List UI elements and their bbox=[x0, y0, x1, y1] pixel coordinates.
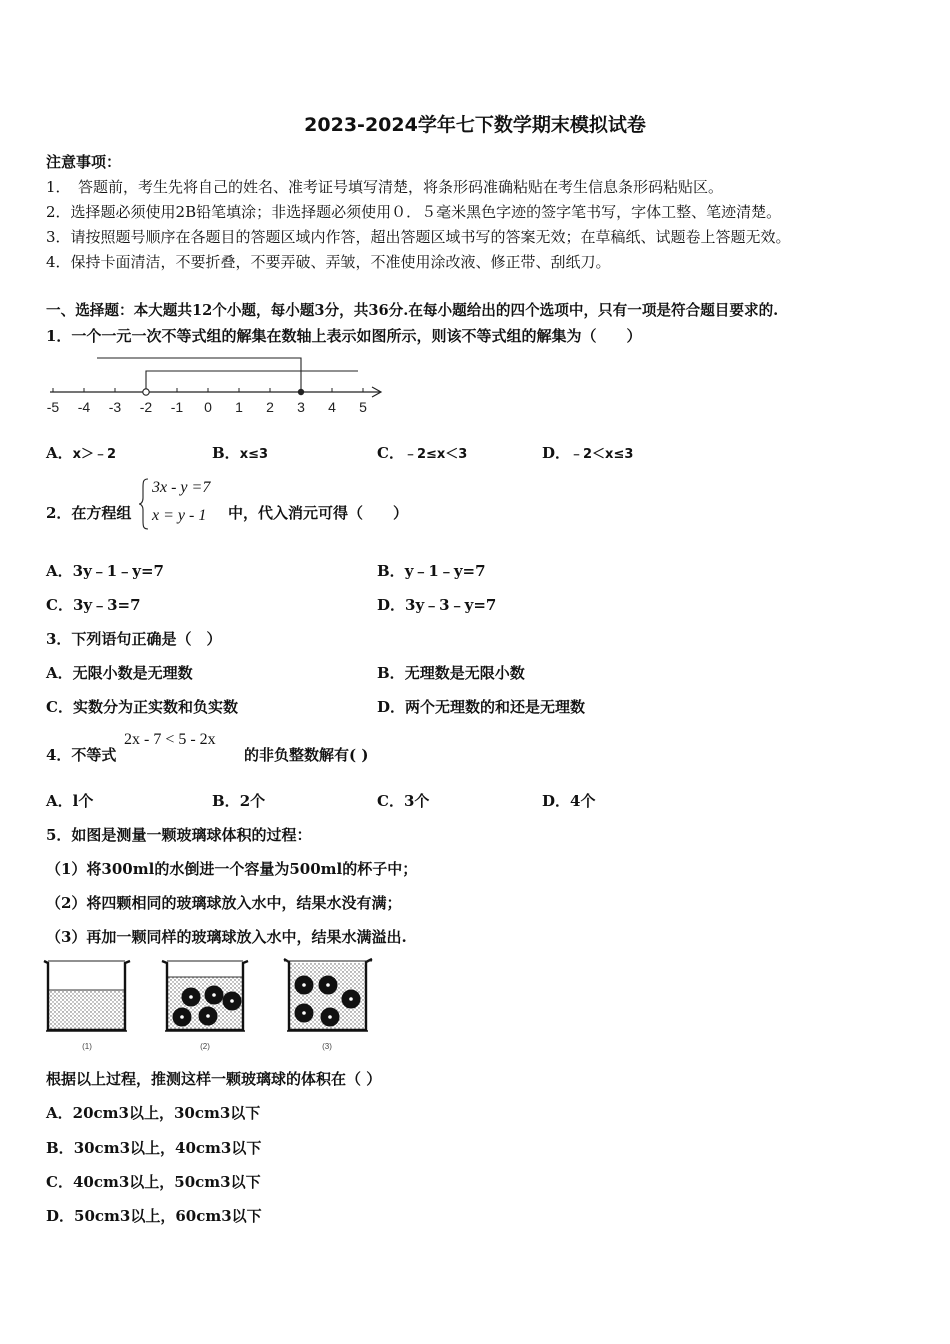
axis-label: -3 bbox=[108, 399, 122, 415]
axis-label: 5 bbox=[359, 399, 367, 415]
q3-option-c: C．实数分为正实数和负实数 bbox=[46, 698, 238, 716]
notice-item-2: 2．选择题必须使用2B铅笔填涂；非选择题必须使用０．５毫米黑色字迹的签字笔书写，字体工整、笔迹清楚。 bbox=[46, 203, 782, 221]
q5-step-2: （2）将四颗相同的玻璃球放入水中，结果水没有满； bbox=[46, 894, 402, 912]
q4-suffix: 的非负整数解有( ) bbox=[244, 746, 369, 764]
beaker-1 bbox=[44, 961, 130, 1031]
set-line-right-bound bbox=[146, 371, 358, 392]
axis-label: 3 bbox=[297, 399, 305, 415]
q4-option-d: D．4个 bbox=[542, 792, 596, 810]
page-title: 2023-2024学年七下数学期末模拟试卷 bbox=[304, 114, 646, 136]
q1-option-c: C．﹣2≤x＜3 bbox=[377, 444, 468, 462]
axis-label: 2 bbox=[266, 399, 274, 415]
q2-brace bbox=[138, 478, 150, 530]
q5-option-a: A．20cm3以上，30cm3以下 bbox=[46, 1104, 261, 1122]
q1-option-a: A．x＞﹣2 bbox=[46, 444, 117, 462]
q2-option-b: B．y﹣1﹣y=7 bbox=[377, 562, 486, 580]
q2-equation-1: 3x - y =7 bbox=[152, 479, 211, 496]
notice-item-1: 1． 答题前，考生先将自己的姓名、准考证号填写清楚，将条形码准确粘贴在考生信息条形码粘贴区。 bbox=[46, 178, 724, 196]
q5-step-3: （3）再加一颗同样的玻璃球放入水中，结果水满溢出. bbox=[46, 928, 407, 946]
q5-stem: 5．如图是测量一颗玻璃球体积的过程： bbox=[46, 826, 312, 844]
notice-item-3: 3．请按照题号顺序在各题目的答题区域内作答，超出答题区域书写的答案无效；在草稿纸、试题卷上答题无效。 bbox=[46, 228, 791, 246]
axis-label: -4 bbox=[77, 399, 91, 415]
q2-suffix: 中，代入消元可得（ ） bbox=[228, 504, 409, 522]
q1-stem: 1．一个一元一次不等式组的解集在数轴上表示如图所示，则该不等式组的解集为（ ） bbox=[46, 327, 642, 345]
q5-option-d: D．50cm3以上，60cm3以下 bbox=[46, 1207, 262, 1225]
q5-option-b: B．30cm3以上，40cm3以下 bbox=[46, 1139, 262, 1157]
q5-step-1: （1）将300ml的水倒进一个容量为500ml的杯子中； bbox=[46, 860, 418, 878]
axis-label: 0 bbox=[204, 399, 212, 415]
axis-label: 4 bbox=[328, 399, 336, 415]
axis-label: -1 bbox=[170, 399, 184, 415]
q3-stem: 3．下列语句正确是（ ） bbox=[46, 630, 222, 648]
q3-option-a: A．无限小数是无理数 bbox=[46, 664, 193, 682]
q3-option-b: B．无理数是无限小数 bbox=[377, 664, 525, 682]
figure-label-1: (1) bbox=[82, 1042, 92, 1051]
q1-option-b: B．x≤3 bbox=[212, 444, 269, 462]
number-line-figure bbox=[40, 350, 400, 420]
q2-equation-2: x = y - 1 bbox=[152, 507, 207, 524]
beaker-2 bbox=[162, 961, 248, 1031]
q2-option-d: D．3y﹣3﹣y=7 bbox=[377, 596, 497, 614]
set-line-left-bound bbox=[97, 358, 301, 392]
number-line-ticks bbox=[53, 388, 363, 392]
q4-option-a: A．l个 bbox=[46, 792, 94, 810]
q4-option-b: B．2个 bbox=[212, 792, 266, 810]
closed-point-3 bbox=[298, 389, 304, 395]
beaker-figure bbox=[42, 955, 382, 1055]
q4-option-c: C．3个 bbox=[377, 792, 430, 810]
figure-label-3: (3) bbox=[322, 1042, 332, 1051]
axis-label: -5 bbox=[46, 399, 60, 415]
q2-prefix: 2．在方程组 bbox=[46, 504, 132, 522]
q3-option-d: D．两个无理数的和还是无理数 bbox=[377, 698, 586, 716]
q2-option-a: A．3y﹣1﹣y=7 bbox=[46, 562, 164, 580]
axis-label: 1 bbox=[235, 399, 243, 415]
q5-option-c: C．40cm3以上，50cm3以下 bbox=[46, 1173, 261, 1191]
beaker-3 bbox=[284, 959, 372, 1031]
open-point-minus-2 bbox=[143, 389, 149, 395]
q2-option-c: C．3y﹣3=7 bbox=[46, 596, 141, 614]
figure-label-2: (2) bbox=[200, 1042, 210, 1051]
axis-label: -2 bbox=[139, 399, 153, 415]
notice-heading: 注意事项： bbox=[46, 153, 122, 171]
q4-prefix: 4．不等式 bbox=[46, 746, 117, 764]
notice-item-4: 4．保持卡面清洁，不要折叠，不要弄破、弄皱，不准使用涂改液、修正带、刮纸刀。 bbox=[46, 253, 611, 271]
q1-option-d: D．﹣2＜x≤3 bbox=[542, 444, 634, 462]
q5-question: 根据以上过程，推测这样一颗玻璃球的体积在（ ） bbox=[46, 1070, 382, 1088]
q4-inequality: 2x - 7 < 5 - 2x bbox=[124, 731, 216, 748]
section-heading: 一、选择题：本大题共12个小题，每小题3分，共36分.在每小题给出的四个选项中，只有一项是符合题目要求的. bbox=[46, 302, 779, 319]
